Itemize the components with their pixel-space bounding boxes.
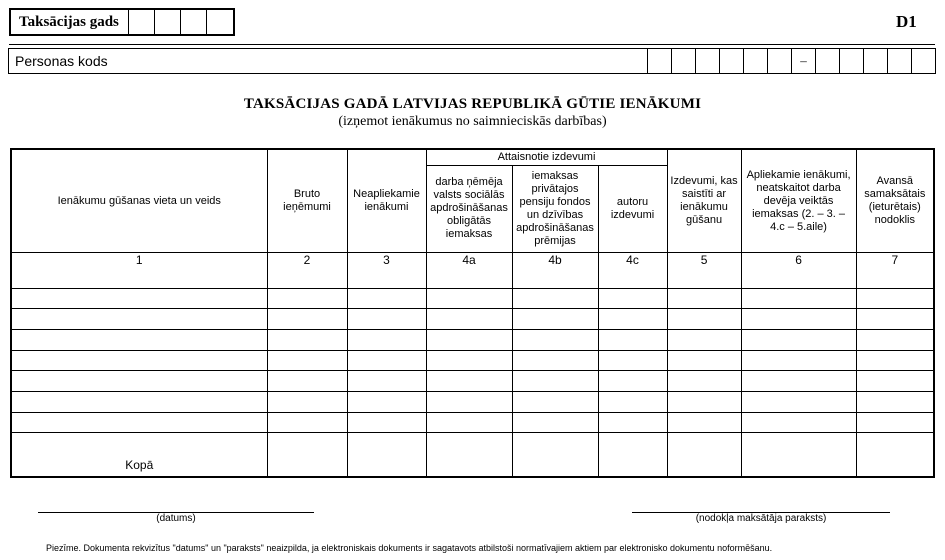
table-cell[interactable] — [512, 412, 598, 433]
table-cell[interactable] — [741, 268, 856, 288]
table-cell[interactable] — [426, 268, 512, 288]
table-cell[interactable] — [347, 350, 426, 371]
table-cell[interactable] — [512, 350, 598, 371]
table-cell[interactable] — [12, 371, 267, 392]
personal-code-digit-11[interactable] — [911, 49, 935, 73]
table-row — [12, 268, 933, 288]
header-non-taxable: Neapliekamie ienākumi — [347, 150, 426, 253]
table-cell[interactable] — [426, 350, 512, 371]
table-cell[interactable] — [267, 433, 347, 453]
table-cell[interactable] — [512, 371, 598, 392]
column-number: 3 — [347, 253, 426, 268]
table-cell[interactable] — [741, 288, 856, 309]
personal-code-separator: – — [791, 49, 815, 73]
table-cell[interactable] — [512, 392, 598, 413]
personal-code-digit-3[interactable] — [695, 49, 719, 73]
table-cell[interactable] — [426, 392, 512, 413]
table-cell[interactable] — [267, 412, 347, 433]
personal-code-digit-10[interactable] — [887, 49, 911, 73]
table-cell[interactable] — [856, 309, 933, 330]
table-cell[interactable] — [426, 371, 512, 392]
table-cell[interactable] — [856, 433, 933, 453]
column-number-row — [12, 253, 933, 268]
table-cell[interactable] — [12, 309, 267, 330]
personal-code-digit-9[interactable] — [863, 49, 887, 73]
table-cell[interactable] — [267, 392, 347, 413]
column-number: 4b — [512, 253, 598, 268]
table-cell[interactable] — [267, 309, 347, 330]
total-cell[interactable] — [856, 453, 933, 476]
tax-year-digit-2[interactable] — [155, 10, 181, 34]
table-cell[interactable] — [347, 288, 426, 309]
table-cell[interactable] — [347, 309, 426, 330]
table-cell[interactable] — [426, 309, 512, 330]
table-cell[interactable] — [598, 330, 667, 351]
table-row — [12, 309, 933, 330]
column-number: 2 — [267, 253, 347, 268]
header-social-contributions: darba ņēmēja valsts sociālās apdrošināšanas obligātās iemaksas — [426, 165, 512, 253]
table-row — [12, 433, 933, 453]
table-cell[interactable] — [426, 288, 512, 309]
table-cell[interactable] — [267, 330, 347, 351]
table-cell[interactable] — [856, 371, 933, 392]
tax-year-label: Taksācijas gads — [11, 10, 129, 34]
header-justified-expenses: Attaisnotie izdevumi — [426, 150, 667, 165]
table-cell[interactable] — [667, 309, 741, 330]
header-income-source: Ienākumu gūšanas vieta un veids — [12, 150, 267, 253]
total-label: Kopā — [12, 453, 267, 476]
table-cell[interactable] — [598, 392, 667, 413]
table-cell[interactable] — [512, 433, 598, 453]
table-cell[interactable] — [267, 268, 347, 288]
total-cell[interactable] — [347, 453, 426, 476]
table-cell[interactable] — [856, 288, 933, 309]
table-cell[interactable] — [741, 392, 856, 413]
table-cell[interactable] — [512, 288, 598, 309]
table-cell[interactable] — [741, 433, 856, 453]
form-code: D1 — [896, 12, 917, 31]
table-cell[interactable] — [856, 268, 933, 288]
table-cell[interactable] — [667, 268, 741, 288]
form-subtitle: (izņemot ienākumus no saimnieciskās darbības) — [338, 114, 607, 129]
personal-code-label: Personas kods — [15, 53, 108, 69]
table-cell[interactable] — [598, 371, 667, 392]
table-cell[interactable] — [667, 330, 741, 351]
table-cell[interactable] — [12, 330, 267, 351]
column-number: 4c — [598, 253, 667, 268]
table-cell[interactable] — [667, 392, 741, 413]
table-cell[interactable] — [12, 268, 267, 288]
personal-code-row — [8, 48, 936, 74]
tax-year-box — [9, 8, 235, 36]
total-cell[interactable] — [741, 453, 856, 476]
column-number: 1 — [12, 253, 267, 268]
table-cell[interactable] — [12, 433, 267, 453]
table-cell[interactable] — [741, 350, 856, 371]
table-row — [12, 330, 933, 351]
column-number: 4a — [426, 253, 512, 268]
header-advance-tax: Avansā samaksātais (ieturētais) nodoklis — [856, 150, 933, 253]
table-cell[interactable] — [267, 288, 347, 309]
footnote: Piezīme. Dokumenta rekvizītus "datums" un "paraksts" neaizpilda, ja elektroniskais dokuments ir sagatavots atbilstoši normatīvajiem aktiem par elektronisko dokumentu noformēšanu. — [46, 543, 773, 553]
table-cell[interactable] — [598, 433, 667, 453]
table-cell[interactable] — [512, 268, 598, 288]
total-cell[interactable] — [512, 453, 598, 476]
table-cell[interactable] — [741, 309, 856, 330]
table-cell[interactable] — [667, 350, 741, 371]
total-cell[interactable] — [267, 453, 347, 476]
table-cell[interactable] — [12, 412, 267, 433]
table-cell[interactable] — [856, 330, 933, 351]
total-row — [12, 453, 933, 476]
table-cell[interactable] — [512, 330, 598, 351]
personal-code-digit-4[interactable] — [719, 49, 743, 73]
header-author-expenses: autoru izdevumi — [598, 165, 667, 253]
header-taxable-income: Apliekamie ienākumi, neatskaitot darba devēja veiktās iemaksas (2. – 3. – 4.c – 5.aile) — [741, 150, 856, 253]
table-row — [12, 288, 933, 309]
table-row — [12, 350, 933, 371]
table-cell[interactable] — [856, 392, 933, 413]
table-row — [12, 392, 933, 413]
table-cell[interactable] — [667, 288, 741, 309]
table-cell[interactable] — [347, 392, 426, 413]
table-row — [12, 371, 933, 392]
personal-code-digit-5[interactable] — [743, 49, 767, 73]
table-cell[interactable] — [598, 268, 667, 288]
tax-year-digit-4[interactable] — [207, 10, 233, 34]
signature-label: (nodokļa maksātāja paraksts) — [695, 513, 827, 524]
total-cell[interactable] — [598, 453, 667, 476]
table-cell[interactable] — [598, 412, 667, 433]
header-gross-revenue: Bruto ieņēmumi — [267, 150, 347, 253]
date-label: (datums) — [156, 513, 196, 524]
table-row — [12, 412, 933, 433]
table-cell[interactable] — [267, 371, 347, 392]
table-cell[interactable] — [12, 350, 267, 371]
table-cell[interactable] — [512, 309, 598, 330]
table-cell[interactable] — [426, 433, 512, 453]
personal-code-digit-8[interactable] — [839, 49, 863, 73]
column-number: 5 — [667, 253, 741, 268]
tax-year-digit-3[interactable] — [181, 10, 207, 34]
table-cell[interactable] — [426, 412, 512, 433]
table-cell[interactable] — [856, 350, 933, 371]
header-pension-insurance: iemaksas privātajos pensiju fondos un dzīvības apdrošināšanas prēmijas — [512, 165, 598, 253]
personal-code-digit-6[interactable] — [767, 49, 791, 73]
table-cell[interactable] — [347, 371, 426, 392]
table-cell[interactable] — [347, 268, 426, 288]
table-cell[interactable] — [347, 412, 426, 433]
income-table — [10, 148, 935, 478]
table-cell[interactable] — [347, 330, 426, 351]
table-cell[interactable] — [426, 330, 512, 351]
personal-code-digit-7[interactable] — [815, 49, 839, 73]
column-number: 7 — [856, 253, 933, 268]
personal-code-digit-1[interactable] — [647, 49, 671, 73]
table-cell[interactable] — [667, 412, 741, 433]
table-cell[interactable] — [667, 433, 741, 453]
table-cell[interactable] — [856, 412, 933, 433]
table-cell[interactable] — [741, 330, 856, 351]
table-cell[interactable] — [598, 309, 667, 330]
table-cell[interactable] — [347, 433, 426, 453]
table-cell[interactable] — [267, 350, 347, 371]
total-cell[interactable] — [426, 453, 512, 476]
table-cell[interactable] — [667, 371, 741, 392]
table-cell[interactable] — [12, 392, 267, 413]
header-income-expenses: Izdevumi, kas saistīti ar ienākumu gūšanu — [667, 150, 741, 253]
form-title: TAKSĀCIJAS GADĀ LATVIJAS REPUBLIKĀ GŪTIE IENĀKUMI — [243, 96, 702, 112]
table-cell[interactable] — [598, 288, 667, 309]
tax-year-digit-1[interactable] — [129, 10, 155, 34]
table-cell[interactable] — [741, 371, 856, 392]
table-cell[interactable] — [598, 350, 667, 371]
table-cell[interactable] — [12, 288, 267, 309]
personal-code-digit-2[interactable] — [671, 49, 695, 73]
table-cell[interactable] — [741, 412, 856, 433]
column-number: 6 — [741, 253, 856, 268]
total-cell[interactable] — [667, 453, 741, 476]
